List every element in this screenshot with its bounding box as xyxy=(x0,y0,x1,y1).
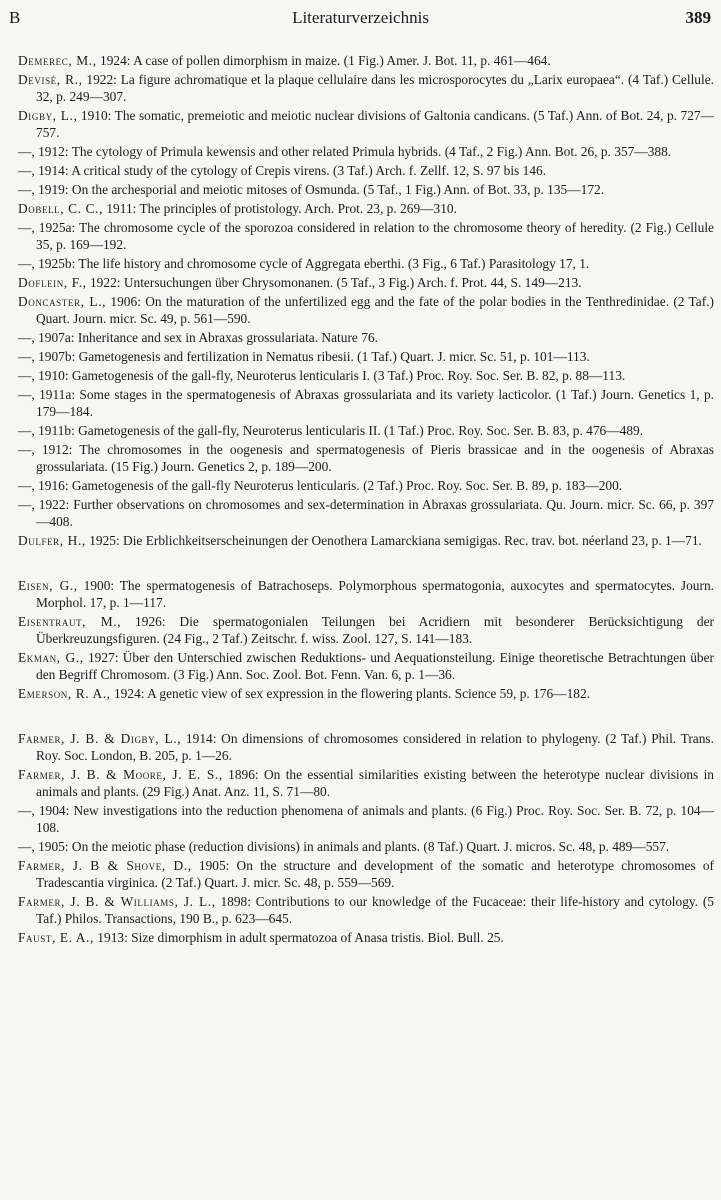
entry-text: —, 1911b: Gametogenesis of the gall-fly, Neuroterus lenticularis II. (1 Taf.) Proc. Roy. Soc. Ser. B. 83, p. 476—489. xyxy=(18,423,644,438)
signature-mark: B xyxy=(9,8,21,27)
entry-text: —, 1905: On the meiotic phase (reduction divisions) in animals and plants. (8 Taf.) Quart. J. micros. Sc. 48, p. 489—557. xyxy=(18,839,670,854)
page-header xyxy=(0,8,721,36)
entry-text: —, 1922: Further observations on chromosomes and sex-determination in Abraxas grossulariata. Qu. Journ. micr. Sc. 66, p. 397—408. xyxy=(18,497,714,529)
entry-text: 1925: Die Erblichkeitserscheinungen der Oenothera Lamarckiana semigigas. Rec. trav. bot. néerland 23, p. 1—71. xyxy=(85,533,702,548)
entry-author: Eisen, G., xyxy=(18,578,78,593)
entry-author: Eisentraut, M., xyxy=(18,614,122,629)
entry-text: —, 1907a: Inheritance and sex in Abraxas grossulariata. Nature 76. xyxy=(18,330,378,345)
entry-text: —, 1904: New investigations into the reduction phenomena of animals and plants. (6 Fig.) Proc. Roy. Soc. Ser. B. 72, p. 104—108. xyxy=(18,803,714,835)
entry-text: 1911: The principles of protistology. Arch. Prot. 23, p. 269—310. xyxy=(103,201,457,216)
reference-entry xyxy=(18,532,714,549)
entry-author: Farmer, J. B & Shove, D., xyxy=(18,858,192,873)
reference-entry xyxy=(18,348,714,365)
reference-entry xyxy=(18,838,714,855)
entry-author: Devisé, R., xyxy=(18,72,83,87)
entry-author: Faust, E. A., xyxy=(18,930,94,945)
entry-author: Demerec, M., xyxy=(18,53,97,68)
page-number: 389 xyxy=(685,8,711,27)
reference-entry xyxy=(18,422,714,439)
entry-text: —, 1914: A critical study of the cytology of Crepis virens. (3 Taf.) Arch. f. Zellf. 12, S. 97 bis 146. xyxy=(18,163,547,178)
entry-text: 1926: Die spermatogonialen Teilungen bei Acridiern mit besonderer Berücksichtigung der Überkreuzungsfiguren. (24 Fig., 2 Taf.) Zeitschr. f. wiss. Zool. 127, S. 141—183. xyxy=(36,614,714,646)
reference-entry xyxy=(18,893,714,927)
reference-entry xyxy=(18,929,714,946)
running-title: Literaturverzeichnis xyxy=(292,8,429,27)
reference-entry xyxy=(18,274,714,291)
reference-entry xyxy=(18,386,714,420)
reference-entry xyxy=(18,107,714,141)
entry-text: 1910: The somatic, premeiotic and meiotic nuclear divisions of Galtonia candicans. (5 Taf.) Ann. of Bot. 24, p. 727—757. xyxy=(36,108,714,140)
reference-entry xyxy=(18,802,714,836)
reference-entry xyxy=(18,200,714,217)
reference-entry xyxy=(18,181,714,198)
entry-author: Ekman, G., xyxy=(18,650,84,665)
entry-text: 1900: The spermatogenesis of Batrachoseps. Polymorphous spermatogonia, auxocytes and spermatocytes. Journ. Morphol. 17, p. 1—117. xyxy=(36,578,714,610)
reference-entry xyxy=(18,649,714,683)
entry-text: 1924: A case of pollen dimorphism in maize. (1 Fig.) Amer. J. Bot. 11, p. 461—464. xyxy=(96,53,551,68)
entry-text: 1922: La figure achromatique et la plaque cellulaire dans les microsporocytes du „Larix europaea“. (4 Taf.) Cellule. 32, p. 249—307. xyxy=(36,72,714,104)
reference-entry xyxy=(18,293,714,327)
entry-author: Farmer, J. B. & Moore, J. E. S., xyxy=(18,767,223,782)
reference-entry xyxy=(18,685,714,702)
entry-text: —, 1907b: Gametogenesis and fertilization in Nematus ribesii. (1 Taf.) Quart. J. micr. Sc. 51, p. 101—113. xyxy=(18,349,590,364)
entry-author: Doncaster, L., xyxy=(18,294,107,309)
entry-text: 1898: Contributions to our knowledge of the Fucaceae: their life-history and cytology. (5 Taf.) Philos. Transactions, 190 B., p. 623—645. xyxy=(36,894,714,926)
entry-text: 1914: On dimensions of chromosomes considered in relation to phylogeny. (2 Taf.) Phil. Trans. Roy. Soc. London, B. 205, p. 1—26. xyxy=(36,731,714,763)
entry-text: —, 1912: The chromosomes in the oogenesis and spermatogenesis of Pieris brassicae and in the oogenesis of Abraxas grossulariata. (15 Fig.) Journ. Genetics 2, p. 189—200. xyxy=(18,442,714,474)
reference-entry xyxy=(18,219,714,253)
reference-entry xyxy=(18,766,714,800)
reference-entry xyxy=(18,857,714,891)
entry-text: 1913: Size dimorphism in adult spermatozoa of Anasa tristis. Biol. Bull. 25. xyxy=(93,930,504,945)
entry-text: —, 1910: Gametogenesis of the gall-fly, Neuroterus lenticularis I. (3 Taf.) Proc. Roy. Soc. Ser. B. 82, p. 88—113. xyxy=(18,368,626,383)
entry-author: Doflein, F., xyxy=(18,275,87,290)
reference-entry xyxy=(18,496,714,530)
section-gap xyxy=(18,704,714,730)
entry-text: —, 1925b: The life history and chromosome cycle of Aggregata eberthi. (3 Fig., 6 Taf.) Parasitology 17, 1. xyxy=(18,256,590,271)
reference-entry xyxy=(18,613,714,647)
reference-entry xyxy=(18,730,714,764)
entry-author: Digby, L., xyxy=(18,108,78,123)
entry-author: Farmer, J. B. & Digby, L., xyxy=(18,731,182,746)
reference-entry xyxy=(18,52,714,69)
entry-text: 1922: Untersuchungen über Chrysomonanen. (5 Taf., 3 Fig.) Arch. f. Prot. 44, S. 149—213. xyxy=(86,275,582,290)
reference-entry xyxy=(18,577,714,611)
entry-author: Farmer, J. B. & Williams, J. L., xyxy=(18,894,216,909)
reference-entry xyxy=(18,162,714,179)
entry-text: —, 1925a: The chromosome cycle of the sporozoa considered in relation to the chromosome theory of heredity. (2 Fig.) Cellule 35, p. 169—192. xyxy=(18,220,714,252)
entry-text: 1896: On the essential similarities existing between the heterotype nuclear divisions in animals and plants. (29 Fig.) Anat. Anz. 11, S. 71—80. xyxy=(36,767,715,799)
reference-entry xyxy=(18,441,714,475)
entry-text: 1905: On the structure and development of the somatic and heterotype chromosomes of Tradescantia virginica. (2 Taf.) Quart. J. micr. Sc. 48, p. 559—569. xyxy=(36,858,714,890)
reference-entry xyxy=(18,143,714,160)
entry-text: —, 1911a: Some stages in the spermatogenesis of Abraxas grossulariata and its variety lacticolor. (1 Taf.) Journ. Genetics 1, p. 179—184. xyxy=(18,387,714,419)
entry-text: 1927: Über den Unterschied zwischen Reduktions- und Aequationsteilung. Einige theoretische Betrachtungen über den Begriff Chromosom. (3 Fig.) Ann. Soc. Zool. Bot. Fenn. Van. 6, p. 1—36. xyxy=(36,650,714,682)
entry-author: Dulfer, H., xyxy=(18,533,86,548)
entry-author: Emerson, R. A., xyxy=(18,686,111,701)
entry-author: Dobell, C. C., xyxy=(18,201,104,216)
entry-text: —, 1912: The cytology of Primula kewensis and other related Primula hybrids. (4 Taf., 2 Fig.) Ann. Bot. 26, p. 357—388. xyxy=(18,144,672,159)
entry-text: —, 1916: Gametogenesis of the gall-fly Neuroterus lenticularis. (2 Taf.) Proc. Roy. Soc. Ser. B. 89, p. 183—200. xyxy=(18,478,623,493)
reference-entry xyxy=(18,255,714,272)
reference-entry xyxy=(18,329,714,346)
entry-text: 1924: A genetic view of sex expression in the flowering plants. Science 59, p. 176—182. xyxy=(110,686,591,701)
reference-entry xyxy=(18,477,714,494)
reference-entry xyxy=(18,367,714,384)
section-gap xyxy=(18,551,714,577)
reference-entry xyxy=(18,71,714,105)
reference-list xyxy=(18,52,714,948)
entry-text: 1906: On the maturation of the unfertilized egg and the fate of the polar bodies in the Tenthredinidae. (2 Taf.) Quart. Journ. micr. Sc. 49, p. 561—590. xyxy=(36,294,715,326)
entry-text: —, 1919: On the archesporial and meiotic mitoses of Osmunda. (5 Taf., 1 Fig.) Ann. of Bot. 33, p. 135—172. xyxy=(18,182,605,197)
